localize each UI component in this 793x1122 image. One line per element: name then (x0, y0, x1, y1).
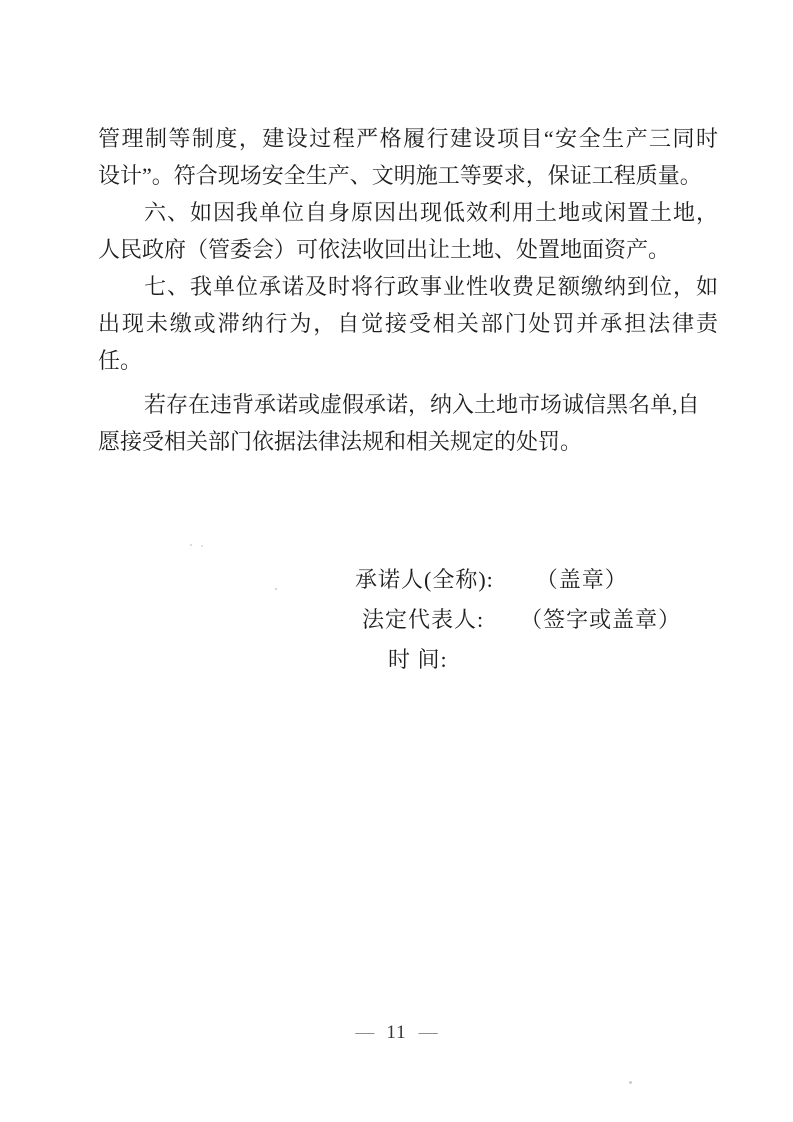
body-line: 愿接受相关部门依据法律法规和相关规定的处罚。 (98, 429, 583, 454)
date-label: 时 间: (388, 647, 448, 672)
body-line: 七、我单位承诺及时将行政事业性收费足额缴纳到位，如 (144, 274, 718, 299)
page-footer (0, 1022, 793, 1044)
body-line: 设计”。符合现场安全生产、文明施工等要求，保证工程质量。 (98, 163, 702, 188)
page-number: 11 (386, 1022, 407, 1043)
sign-or-seal-note: （签字或盖章） (520, 607, 682, 632)
document-body (98, 120, 718, 460)
signature-line-promisor (355, 560, 793, 600)
scan-speck (275, 588, 277, 590)
body-line: 人民政府（管委会）可依法收回出让土地、处置地面资产。 (98, 237, 671, 262)
paragraph-clause-seven (98, 268, 718, 379)
footer-right-dash: — (418, 1022, 438, 1043)
scan-speck (201, 545, 203, 547)
scan-speck (629, 1081, 632, 1084)
legal-representative-label: 法定代表人: (362, 607, 485, 632)
body-line: 任。 (98, 348, 143, 373)
promisor-label: 承诺人(全称): (355, 567, 494, 592)
paragraph-penalty (98, 386, 718, 460)
scan-speck (190, 544, 192, 546)
signature-line-legal-representative (362, 600, 793, 640)
paragraph-clause-six (98, 194, 718, 268)
body-line: 管理制等制度，建设过程严格履行建设项目“安全生产三同时 (98, 126, 718, 151)
paragraph (98, 120, 718, 194)
seal-note: （盖章） (535, 567, 628, 592)
body-line: 六、如因我单位自身原因出现低效利用土地或闲置土地， (144, 200, 718, 225)
body-line: 出现未缴或滞纳行为，自觉接受相关部门处罚并承担法律责 (98, 311, 718, 336)
footer-left-dash: — (355, 1022, 375, 1043)
signature-line-date (388, 640, 793, 680)
signature-block (0, 560, 793, 680)
body-line: 若存在违背承诺或虚假承诺，纳入土地市场诚信黑名单,自 (144, 392, 700, 417)
